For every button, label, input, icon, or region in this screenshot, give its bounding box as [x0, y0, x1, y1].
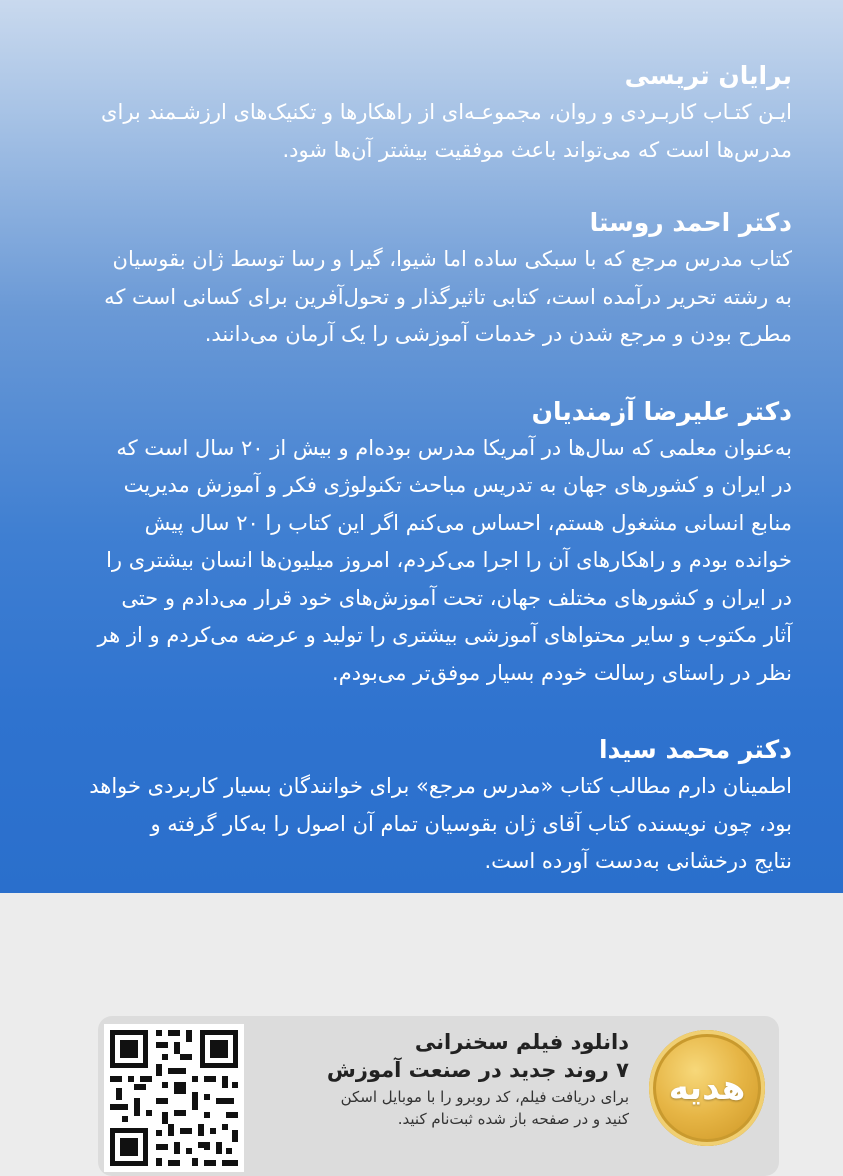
- testimonial-author: دکتر محمد سیدا: [598, 735, 792, 764]
- gift-badge-label: هدیه: [668, 1068, 746, 1108]
- testimonial-quote-line: مطرح بودن و مرجع شدن در خدمات آموزشی را یک آرمان می‌دانند.: [204, 322, 792, 346]
- gift-box: [98, 1016, 779, 1176]
- testimonial-alireza-azmandian: [52, 394, 792, 693]
- gift-title: دانلود فیلم سخنرانی: [414, 1030, 629, 1054]
- testimonial-author: دکتر علیرضا آزمندیان: [531, 396, 792, 426]
- testimonial-quote-line: اطمینان دارم مطالب کتاب «مدرس مرجع» برای خوانندگان بسیار کاربردی خواهد: [89, 774, 792, 798]
- testimonial-quote-line: نظر در راستای رسالت خودم بسیار موفق‌تر می‌بودم.: [332, 660, 792, 685]
- testimonial-author: دکتر احمد روستا: [589, 208, 792, 237]
- testimonial-quote-line: ایـن کتـاب کاربـردی و روان، مجموعـه‌ای از راهکارها و تکنیک‌های ارزشـمند برای: [101, 100, 792, 124]
- gift-badge: [649, 1030, 765, 1146]
- testimonial-quote-line: آثار مکتوب و سایر محتواهای آموزشی بیشتری را تولید و عرضه می‌کردم و از هر: [97, 623, 792, 647]
- gift-note-line: کنید و در صفحه باز شده ثبت‌نام کنید.: [397, 1110, 629, 1128]
- testimonial-quote-line: مدرس‌ها است که می‌تواند باعث موفقیت بیشتر آن‌ها شود.: [282, 137, 792, 162]
- gift-subtitle: ۷ روند جدید در صنعت آموزش: [326, 1058, 629, 1082]
- testimonial-author: برایان تریسی: [624, 61, 792, 90]
- testimonials-section: [52, 58, 792, 917]
- testimonial-quote-line: خوانده بودم و راهکارهای آن را اجرا می‌کردم، امروز میلیون‌ها انسان بیشتری را: [106, 548, 792, 572]
- testimonial-quote-line: نتایج درخشانی به‌دست آورده است.: [484, 849, 792, 873]
- testimonial-quote-line: در ایران و کشورهای مختلف جهان، تحت آموزش‌های خود قرار می‌دادم و حتی: [121, 585, 792, 610]
- gift-note-line: برای دریافت فیلم، کد روبرو را با موبایل اسکن: [340, 1088, 629, 1106]
- testimonial-mohammad-seyda: [52, 732, 792, 881]
- testimonial-quote-line: بود، چون نویسنده کتاب آقای ژان بقوسیان تمام آن اصول را به‌کار گرفته و: [150, 811, 792, 836]
- testimonial-brian-tracy: [52, 58, 792, 169]
- qr-code[interactable]: [104, 1024, 244, 1172]
- testimonial-quote-line: در ایران و کشورهای جهان به تدریس مباحث تکنولوژی فکر و آموزش مدیریت: [123, 473, 792, 497]
- gift-note: [239, 1086, 629, 1130]
- testimonial-quote-line: به‌عنوان معلمی که سال‌ها در آمریکا مدرس بوده‌ام و بیش از ۲۰ سال است که: [116, 435, 792, 460]
- testimonial-quote-line: به رشته تحریر درآمده است، کتابی تاثیرگذار و تحول‌آفرین برای کسانی است که: [104, 284, 792, 309]
- testimonial-quote-line: منابع انسانی مشغول هستم، احساس می‌کنم اگر این کتاب را ۲۰ سال پیش: [144, 510, 792, 535]
- testimonial-ahmad-rousta: [52, 205, 792, 354]
- testimonial-quote-line: کتاب مدرس مرجع که با سبکی ساده اما شیوا، گیرا و رسا توسط ژان بقوسیان: [112, 247, 792, 271]
- gift-description: [239, 1028, 629, 1130]
- qr-code-icon: [104, 1024, 244, 1172]
